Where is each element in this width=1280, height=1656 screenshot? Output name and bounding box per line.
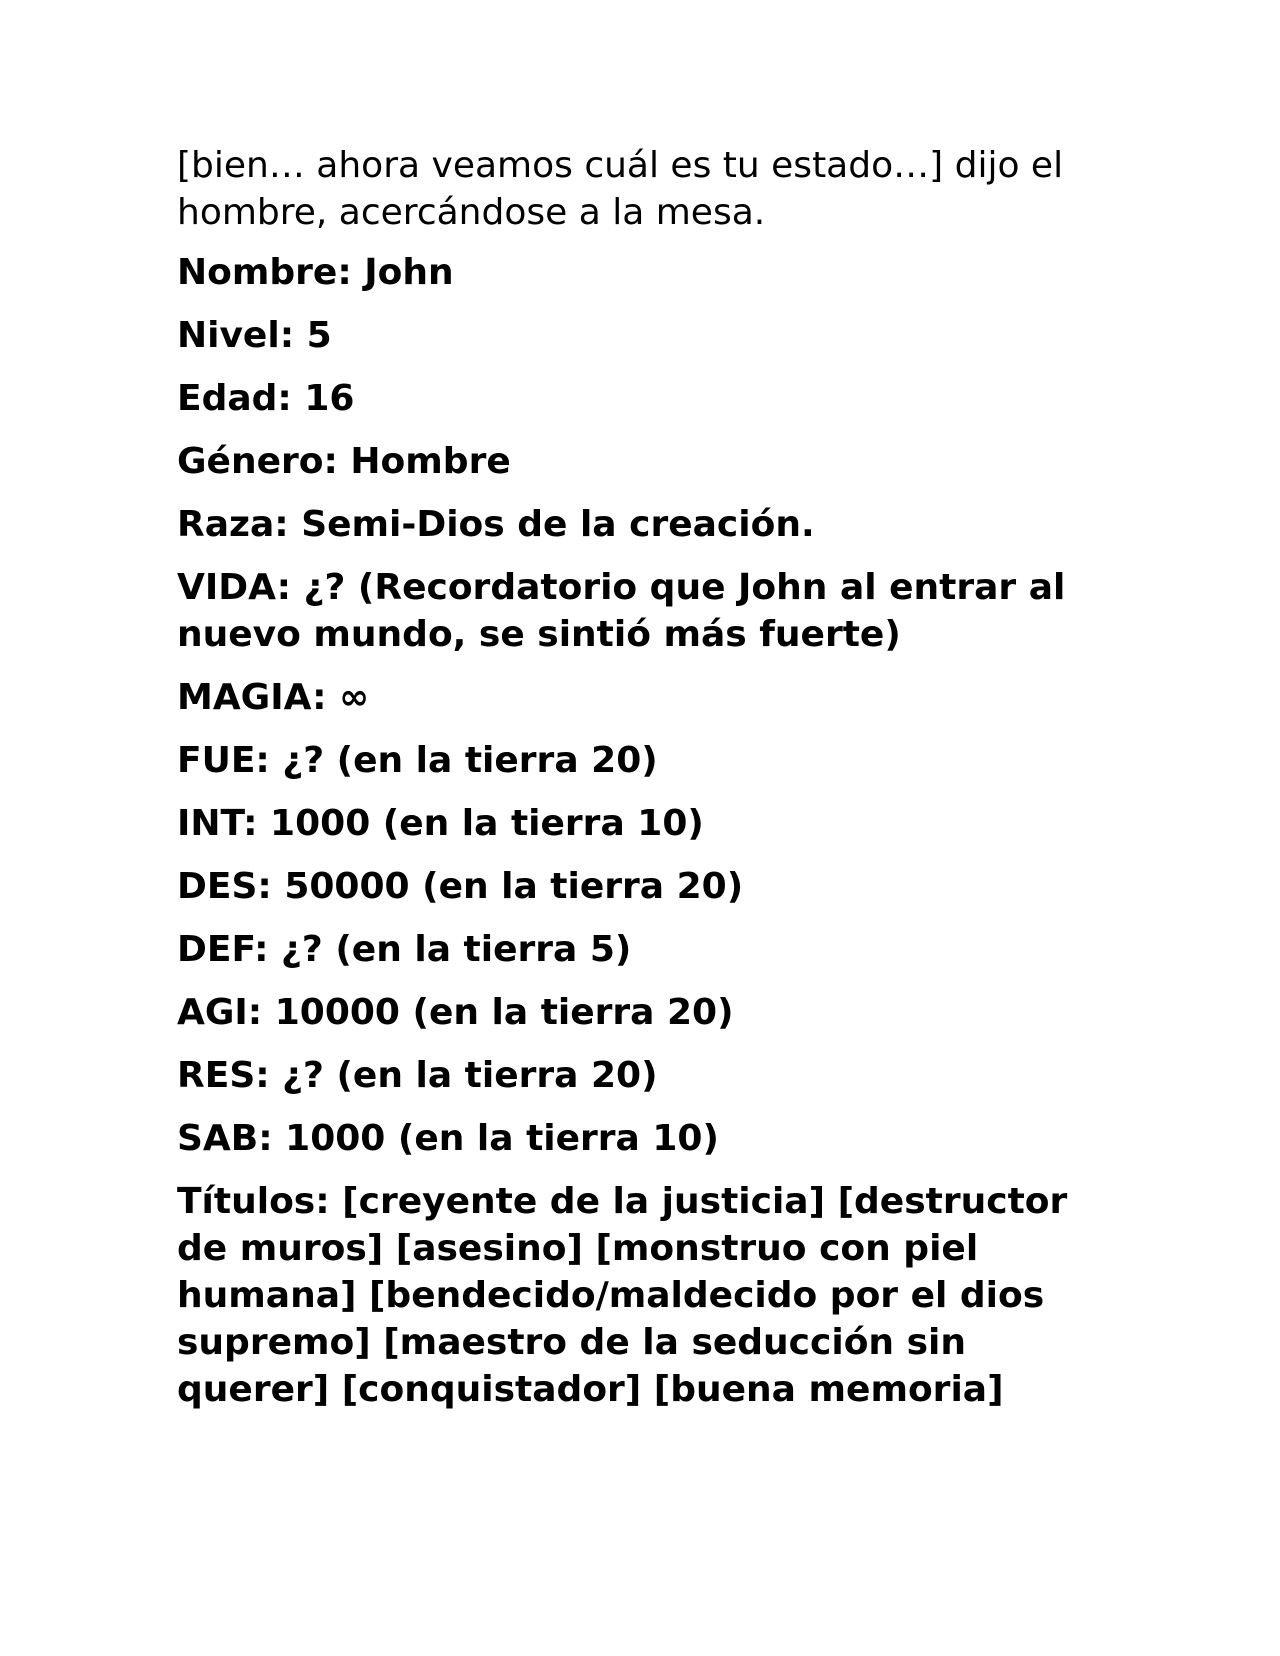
intro-paragraph: [bien… ahora veamos cuál es tu estado…] dijo el hombre, acercándose a la mesa.	[177, 145, 1064, 233]
titles-paragraph: Títulos: [creyente de la justicia] [destructor de muros] [asesino] [monstruo con piel humana] [bendecido/maldecido por el dios supremo] [maestro de la seducción sin querer] [conquistador] [buena memoria]	[177, 1181, 1068, 1410]
stat-life: VIDA: ¿? (Recordatorio que John al entrar al nuevo mundo, se sintió más fuerte)	[177, 567, 1066, 655]
stat-agility: AGI: 10000 (en la tierra 20)	[177, 992, 734, 1033]
stat-strength: FUE: ¿? (en la tierra 20)	[177, 740, 658, 781]
document-page	[177, 142, 1097, 1413]
stat-resistance: RES: ¿? (en la tierra 20)	[177, 1055, 658, 1096]
stat-wisdom: SAB: 1000 (en la tierra 10)	[177, 1118, 719, 1159]
stat-race: Raza: Semi-Dios de la creación.	[177, 504, 815, 545]
stat-intelligence: INT: 1000 (en la tierra 10)	[177, 803, 704, 844]
stat-gender: Género: Hombre	[177, 441, 511, 482]
stat-age: Edad: 16	[177, 378, 355, 419]
stat-level: Nivel: 5	[177, 315, 332, 356]
stat-defense: DEF: ¿? (en la tierra 5)	[177, 929, 632, 970]
stat-magic: MAGIA: ∞	[177, 677, 370, 718]
stat-dexterity: DES: 50000 (en la tierra 20)	[177, 866, 744, 907]
stat-name: Nombre: John	[177, 252, 454, 293]
